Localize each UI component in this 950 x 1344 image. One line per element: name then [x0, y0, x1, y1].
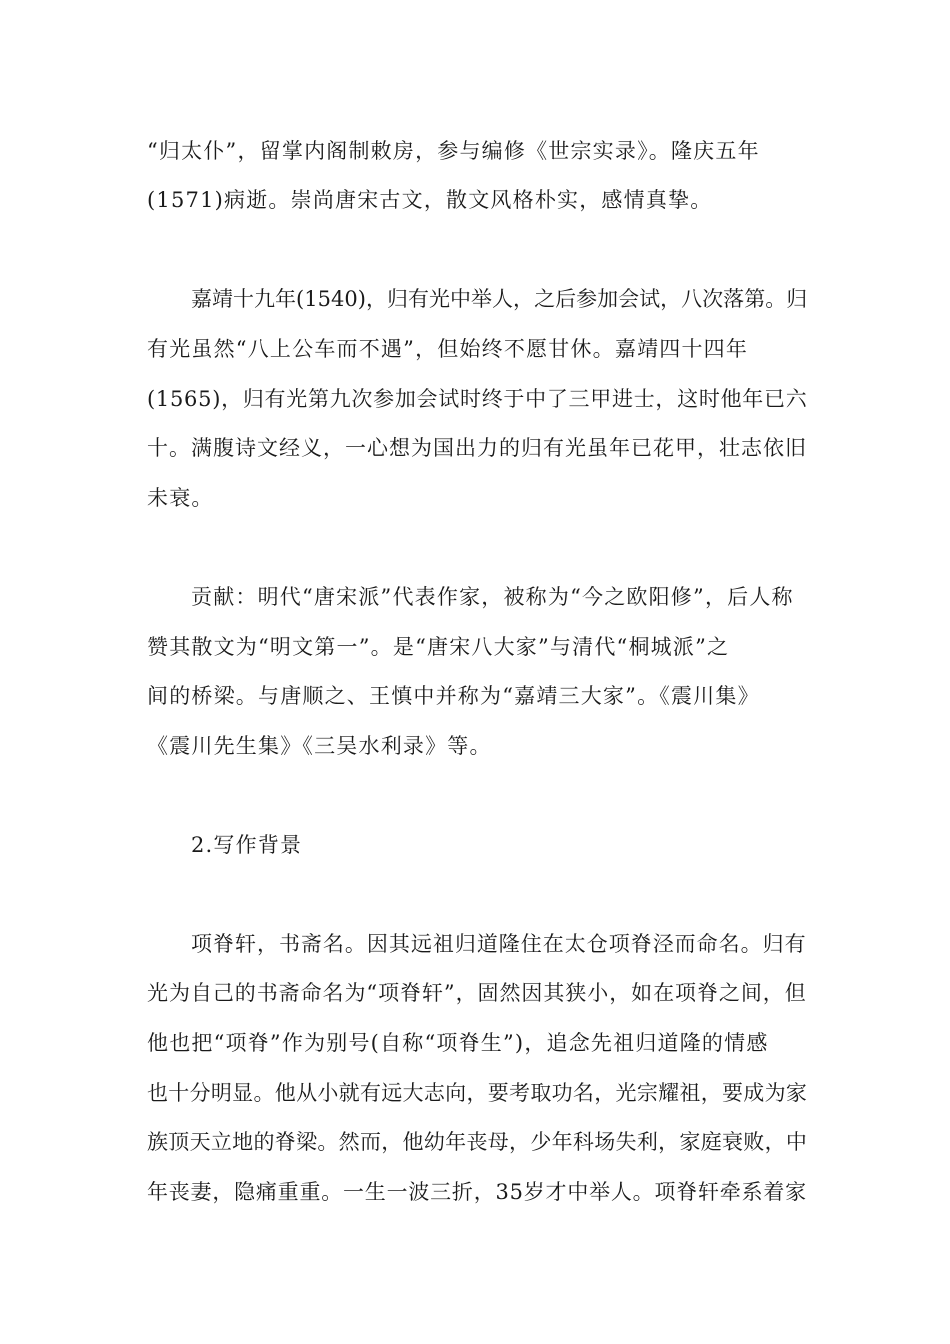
- section-heading: 2.写作背景: [191, 833, 303, 857]
- paragraph-2-line-4: 十。满腹诗文经义，一心想为国出力的归有光虽年已花甲，壮志依旧: [147, 436, 807, 460]
- paragraph-2-line-5: 未衰。: [147, 486, 214, 510]
- paragraph-4-line-2: 光为自己的书斋命名为“项脊轩”，固然因其狭小，如在项脊之间，但: [147, 981, 807, 1005]
- paragraph-4-line-3: 他也把“项脊”作为别号(自称“项脊生”)，追念先祖归道隆的情感: [147, 1031, 769, 1055]
- paragraph-3-line-1: 贡献：明代“唐宋派”代表作家，被称为“今之欧阳修”，后人称: [191, 585, 794, 609]
- paragraph-2-line-1: 嘉靖十九年(1540)，归有光中举人，之后参加会试，八次落第。归: [191, 287, 808, 311]
- paragraph-2-line-2: 有光虽然“八上公车而不遇”，但始终不愿甘休。嘉靖四十四年: [147, 337, 749, 361]
- paragraph-4-line-4: 也十分明显。他从小就有远大志向，要考取功名，光宗耀祖，要成为家: [147, 1081, 808, 1105]
- paragraph-1-line-2: (1571)病逝。崇尚唐宋古文，散文风格朴实，感情真挚。: [147, 188, 713, 212]
- paragraph-4-line-1: 项脊轩，书斋名。因其远祖归道隆住在太仓项脊泾而命名。归有: [191, 932, 807, 956]
- paragraph-2-line-3: (1565)，归有光第九次参加会试时终于中了三甲进士，这时他年已六: [147, 387, 808, 411]
- paragraph-3-line-4: 《震川先生集》《三吴水利录》等。: [147, 734, 492, 758]
- paragraph-3-line-3: 间的桥梁。与唐顺之、王慎中并称为“嘉靖三大家”。《震川集》: [147, 684, 760, 708]
- paragraph-4-line-5: 族顶天立地的脊梁。然而，他幼年丧母，少年科场失利，家庭衰败，中: [147, 1130, 808, 1154]
- paragraph-4-line-6: 年丧妻，隐痛重重。一生一波三折，35岁才中举人。项脊轩牵系着家: [147, 1180, 807, 1204]
- paragraph-3-line-2: 赞其散文为“明文第一”。是“唐宋八大家”与清代“桐城派”之: [147, 635, 730, 659]
- paragraph-1-line-1: “归太仆”，留掌内阁制敕房，参与编修《世宗实录》。隆庆五年: [147, 139, 760, 163]
